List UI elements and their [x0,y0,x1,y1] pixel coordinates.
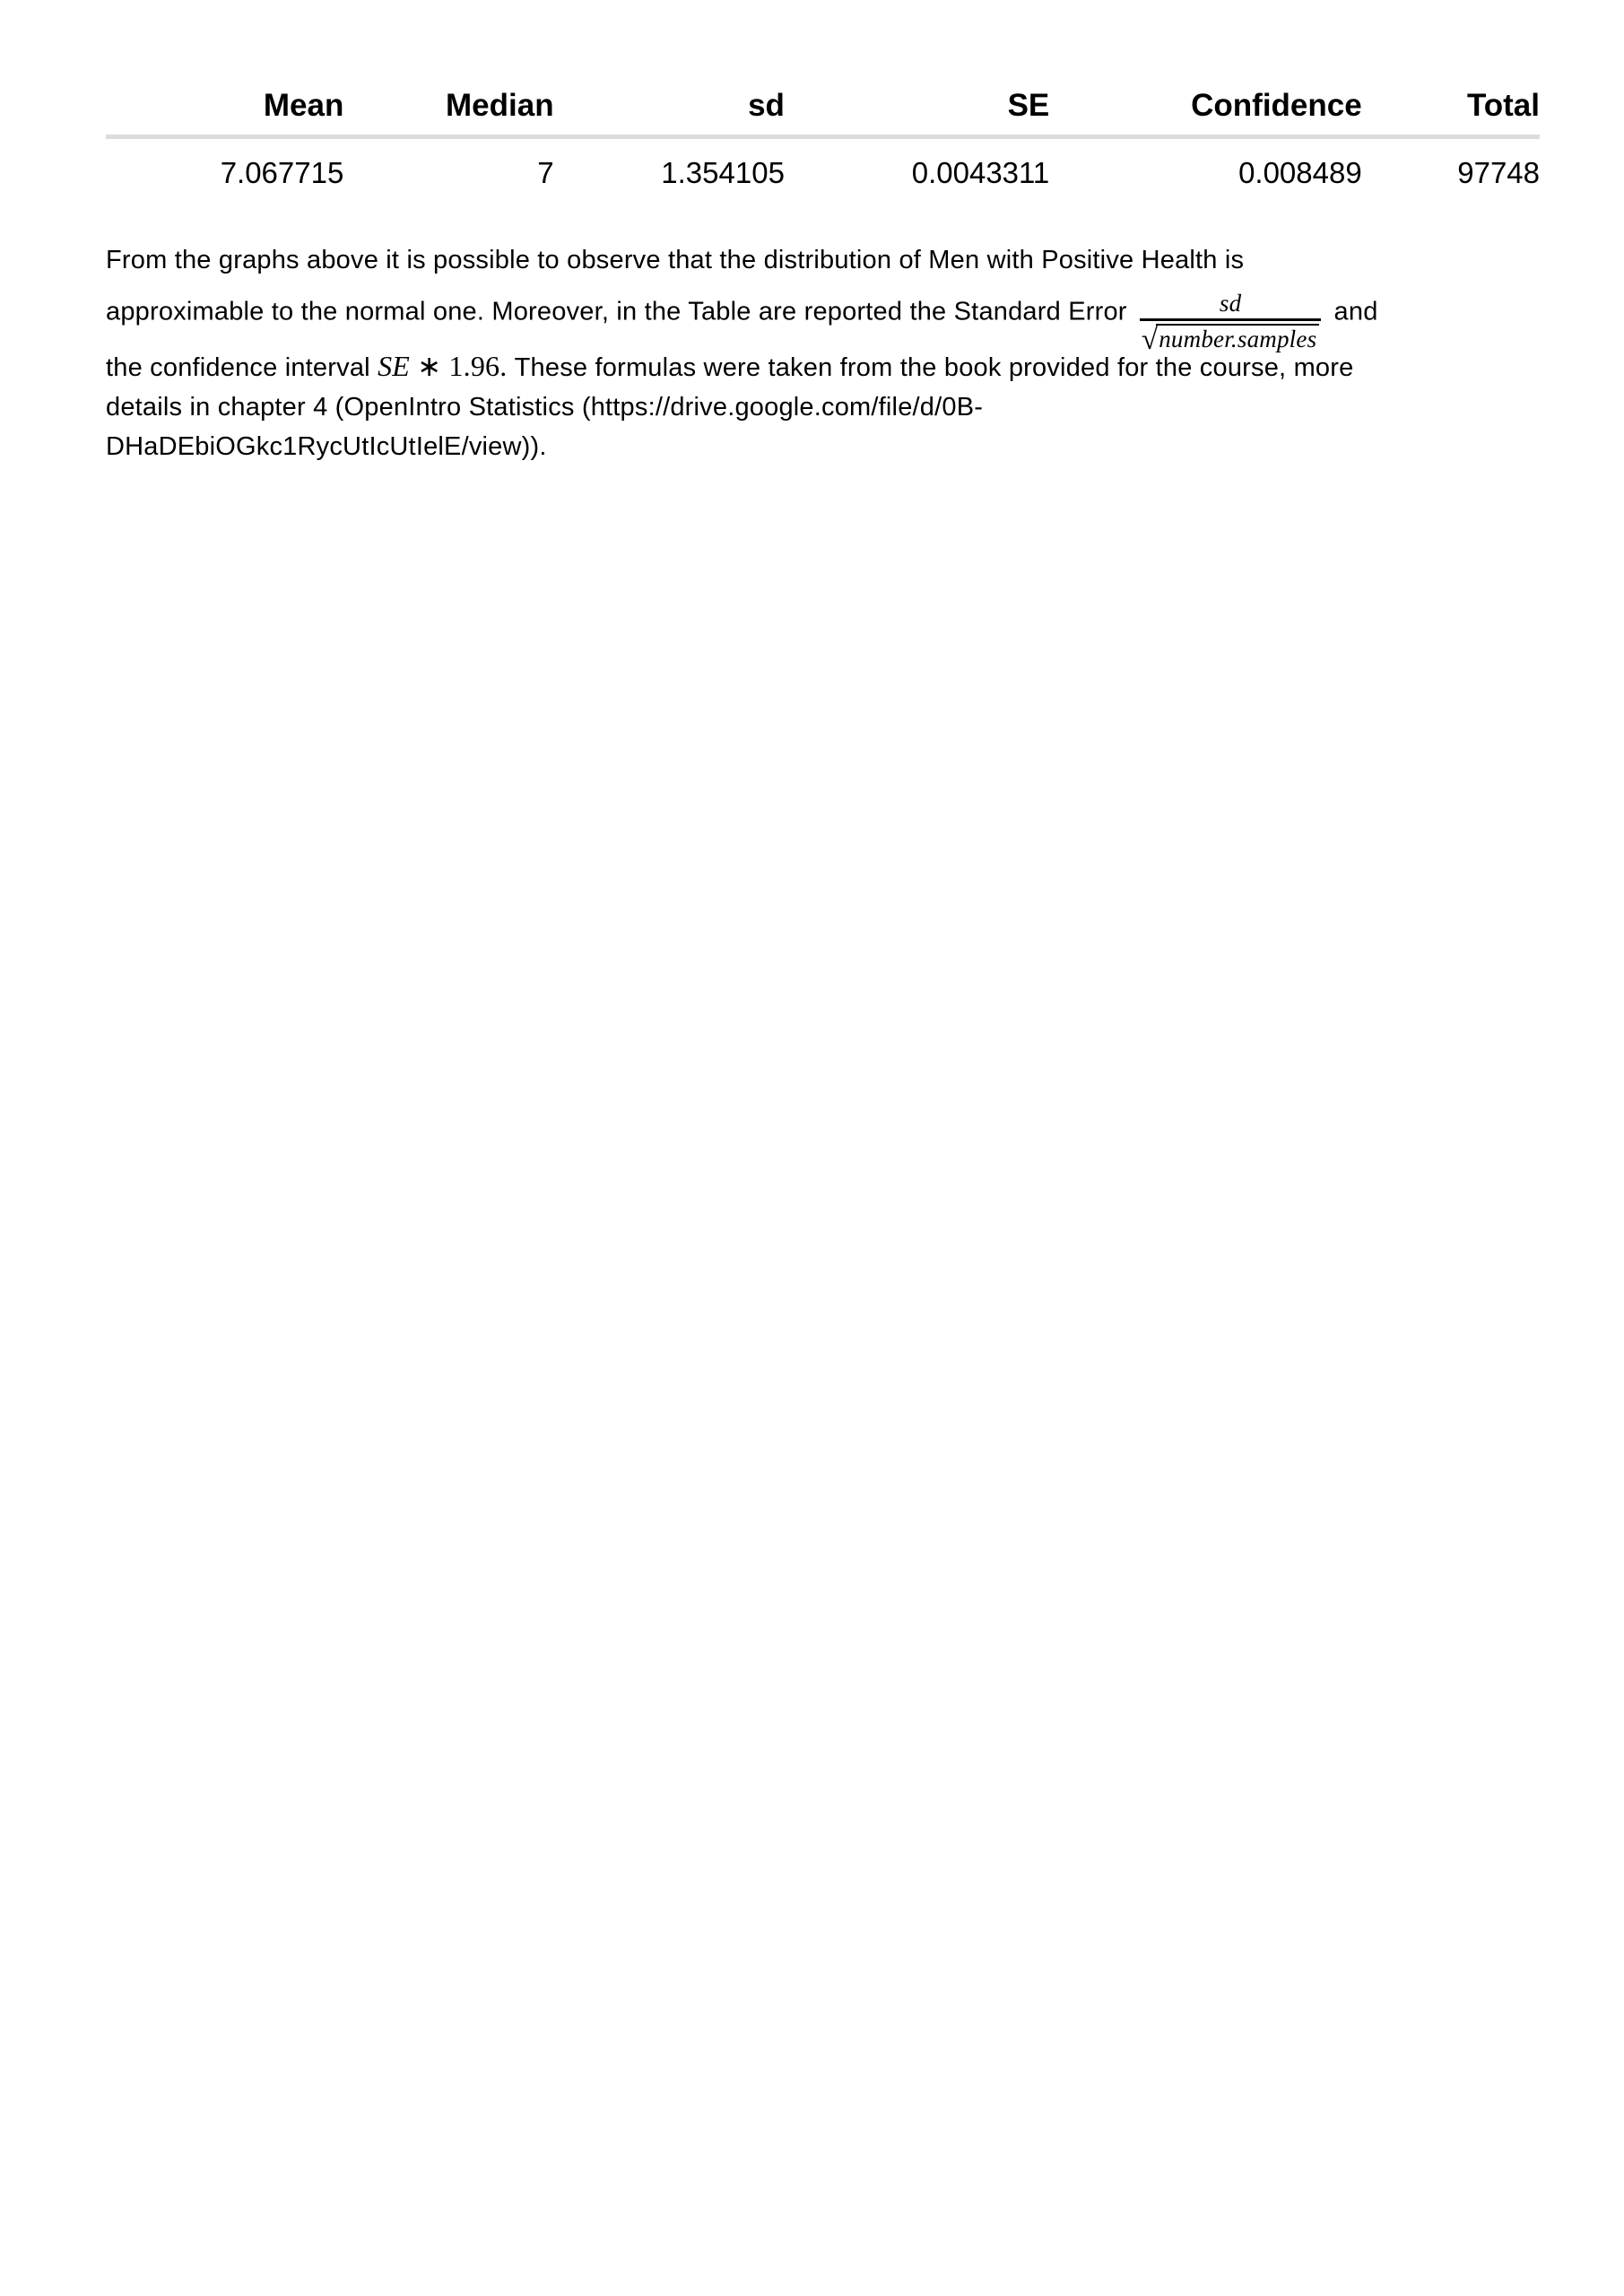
text-run-formulas-source: These formulas were taken from the book provided for the course, more [514,353,1354,382]
text-run-and: and [1333,297,1378,326]
fraction-numerator: sd [1140,289,1321,321]
column-header-mean: Mean [106,56,343,137]
text-run-standard-error: approximable to the normal one. Moreover, in the Table are reported the Standard Error [106,297,1127,326]
fraction-denominator [1140,321,1321,355]
table-row [106,137,1540,192]
cell-sd: 1.354105 [661,156,785,189]
summary-statistics-table [106,56,1540,191]
fraction-sd-over-sqrt-samples [1140,289,1321,355]
column-header-median: Median [343,56,553,137]
paragraph-line-4: details in chapter 4 (OpenIntro Statistics (https://drive.google.com/file/d/0B- [106,393,984,422]
column-header-confidence: Confidence [1049,56,1361,137]
paragraph-line-1: From the graphs above it is possible to observe that the distribution of Men with Positive Health is [106,246,1245,274]
text-run-confidence-interval: the confidence interval [106,353,370,382]
paragraph-line-3 [106,346,1540,387]
radicand-number-samples: number.samples [1156,324,1319,352]
math-value: 1.96. [448,350,508,382]
paragraph-line-2 [106,280,1540,356]
table-header-row [106,56,1540,137]
body-paragraph [106,240,1540,466]
cell-mean: 7.067715 [220,156,344,189]
paragraph-line-5: DHaDEbiOGkc1RycUtIcUtIelE/view)). [106,432,547,461]
cell-confidence: 0.008489 [1238,156,1362,189]
cell-median: 7 [537,156,554,189]
math-operator-asterisk: ∗ [417,350,442,382]
column-header-sd: sd [554,56,785,137]
radical-sign: √ [1141,324,1159,356]
cell-se: 0.0043311 [911,156,1050,189]
column-header-se: SE [785,56,1049,137]
math-variable-se: SE [378,350,411,382]
inline-math-se-times-1-96 [378,350,515,382]
cell-total: 97748 [1457,156,1540,189]
column-header-total: Total [1362,56,1540,137]
